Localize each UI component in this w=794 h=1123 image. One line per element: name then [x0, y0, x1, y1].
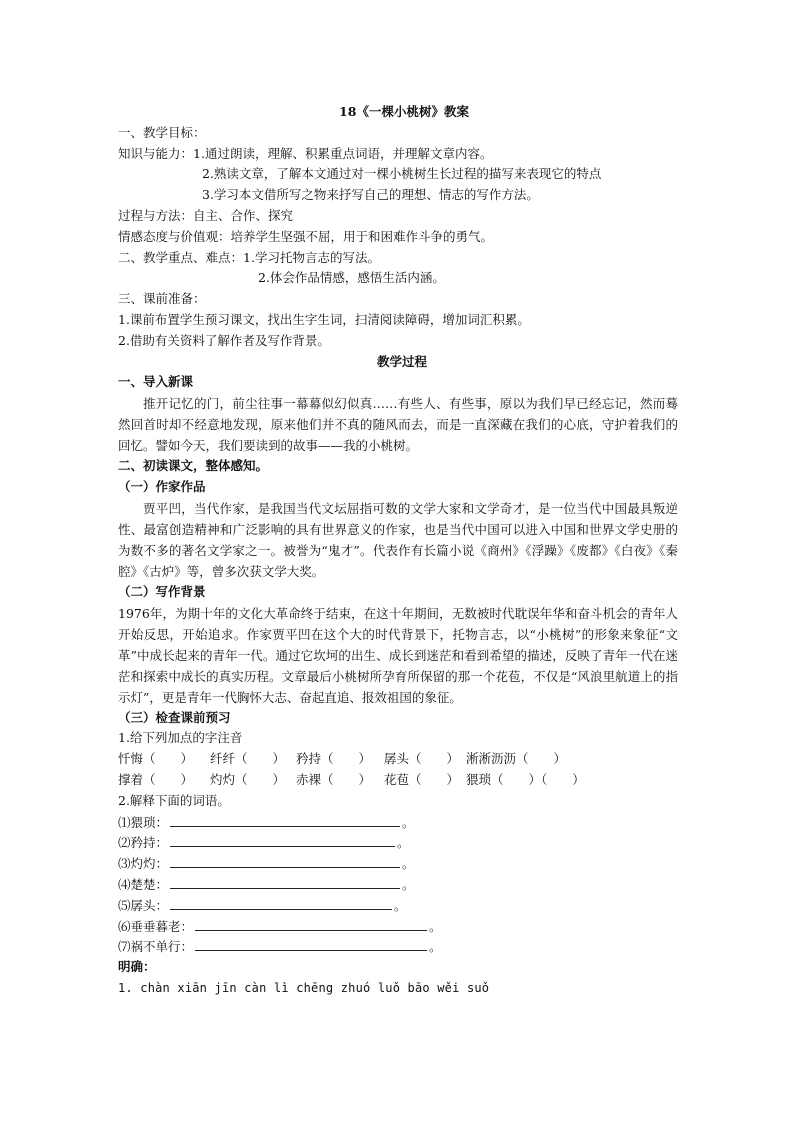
definition-period: 。 — [397, 835, 410, 851]
definition-row — [118, 812, 678, 833]
knowledge-goal-1 — [118, 144, 678, 165]
answer-pinyin-1: 1. chàn xiān jīn càn lì chēng zhuó luǒ bāo wěi suǒ — [118, 980, 490, 995]
pinyin-row-1 — [118, 749, 678, 770]
pinyin-item: 灼灼（ ） — [210, 771, 286, 787]
knowledge-label: 知识与能力： — [118, 145, 194, 161]
pinyin-item: 淅淅沥沥（ ） — [466, 751, 567, 767]
answer-blank[interactable] — [170, 895, 392, 910]
answer-heading: 明确： — [118, 959, 156, 975]
background-paragraph: 1976年，为期十年的文化大革命终于结束，在这十年期间，无数被时代耽误年华和奋斗机会的青年人开始反思，开始追求。作家贾平凹在这个大的时代背景下，托物言志，以“小桃树”的形象来象征“文革”中成长起来的青年一代。通过它坎坷的出生、成长到迷茫和看到希望的描述，反映了青年一代在迷茫和探索中成长的真实历程。文章最后小桃树所孕育所保留的那一个花苞，不仅是“风浪里航道上的指示灯”，更是青年一代胸怀大志、奋起直追、报效祖国的象征。 — [118, 605, 678, 705]
pinyin-item: 猥琐（ ）（ ） — [466, 771, 585, 787]
preparation-1: 1.课前布置学生预习课文，找出生字生词，扫清阅读障碍，增加词汇积累。 — [118, 311, 530, 327]
author-paragraph: 贾平凹，当代作家，是我国当代文坛屈指可数的文学大家和文学奇才，是一位当代中国最具叛逆性、最富创造精神和广泛影响的具有世界意义的作家，也是当代中国可以进入中国和世界文学史册的为数不多的著名文学家之一。被誉为“鬼才”。代表作有长篇小说《商州》《浮躁》《废都》《白夜》《秦腔》《古炉》等，曾多次获文学大奖。 — [118, 500, 678, 579]
definition-row — [118, 916, 678, 937]
definition-row — [118, 853, 678, 874]
author-heading: （一）作家作品 — [118, 478, 206, 494]
key-points — [118, 248, 678, 269]
answer-blank[interactable] — [195, 936, 427, 951]
question-2: 2.解释下面的词语。 — [118, 792, 230, 808]
pinyin-item: 孱头（ ） — [384, 751, 460, 767]
emotion-values: 情感态度与价值观：培养学生坚强不屈，用于和困难作斗争的勇气。 — [118, 228, 494, 244]
answer-blank[interactable] — [170, 812, 400, 827]
definition-period: 。 — [429, 939, 442, 955]
reading-heading: 二、初读课文，整体感知。 — [118, 458, 269, 474]
pinyin-item: 赤裸（ ） — [296, 771, 372, 787]
preparation-heading: 三、课前准备： — [118, 291, 206, 307]
check-heading: （三）检查课前预习 — [118, 709, 231, 725]
definition-term: ⑵矜持： — [118, 835, 169, 851]
definition-period: 。 — [429, 918, 442, 934]
page-title: 18《一棵小桃树》教案 — [339, 104, 469, 119]
objectives-heading: 一、教学目标： — [118, 124, 206, 140]
knowledge-goal-2: 2.熟读文章，了解本文通过对一棵小桃树生长过程的描写来表现它的特点 — [202, 166, 602, 182]
definition-row — [118, 936, 678, 957]
question-1: 1.给下列加点的字注音 — [118, 730, 243, 746]
definition-term: ⑴猥琐： — [118, 814, 169, 830]
definition-term: ⑸孱头： — [118, 897, 169, 913]
intro-paragraph: 推开记忆的门，前尘往事一幕幕似幻似真……有些人、有些事，原以为我们早已经忘记，然而蓦然回首时却不经意地发现，原来他们并不真的随风而去，而是一直深藏在我们的心底，守护着我们的回忆。譬如今天，我们要读到的故事——我的小桃树。 — [118, 396, 678, 454]
definition-period: 。 — [402, 876, 415, 892]
pinyin-item: 花苞（ ） — [384, 771, 460, 787]
background-heading: （二）写作背景 — [118, 583, 206, 599]
pinyin-item: 矜持（ ） — [296, 751, 372, 767]
definition-row — [118, 895, 678, 916]
pinyin-row-2 — [118, 770, 678, 791]
key-point-2: 2.体会作品情感，感悟生活内涵。 — [258, 270, 445, 286]
definition-term: ⑹垂垂暮老： — [118, 918, 194, 934]
knowledge-item-1: 1.通过朗读，理解、积累重点词语，并理解文章内容。 — [193, 145, 493, 161]
knowledge-goal-3: 3.学习本文借所写之物来抒写自己的理想、情志的写作方法。 — [202, 187, 539, 203]
pinyin-item: 撑着（ ） — [118, 771, 194, 787]
answer-blank[interactable] — [170, 832, 395, 847]
answer-blank[interactable] — [195, 916, 427, 931]
lesson-plan-page — [118, 102, 678, 999]
process-title: 教学过程 — [376, 353, 427, 369]
answer-blank[interactable] — [170, 874, 400, 889]
definition-period: 。 — [402, 814, 415, 830]
preparation-2: 2.借助有关资料了解作者及写作背景。 — [118, 332, 330, 348]
definition-row — [118, 832, 678, 853]
definition-row — [118, 874, 678, 895]
intro-heading: 一、导入新课 — [118, 374, 194, 390]
definition-period: 。 — [394, 897, 407, 913]
definition-term: ⑺祸不单行： — [118, 939, 194, 955]
pinyin-item: 忏悔（ ） — [118, 751, 194, 767]
process-method: 过程与方法：自主、合作、探究 — [118, 207, 294, 223]
key-point-1: 1.学习托物言志的写法。 — [243, 249, 380, 265]
pinyin-item: 纤纤（ ） — [210, 751, 286, 767]
key-points-heading: 二、教学重点、难点： — [118, 249, 244, 265]
answer-blank[interactable] — [170, 853, 400, 868]
definition-term: ⑷楚楚： — [118, 876, 169, 892]
definition-term: ⑶灼灼： — [118, 856, 169, 872]
definition-period: 。 — [402, 856, 415, 872]
